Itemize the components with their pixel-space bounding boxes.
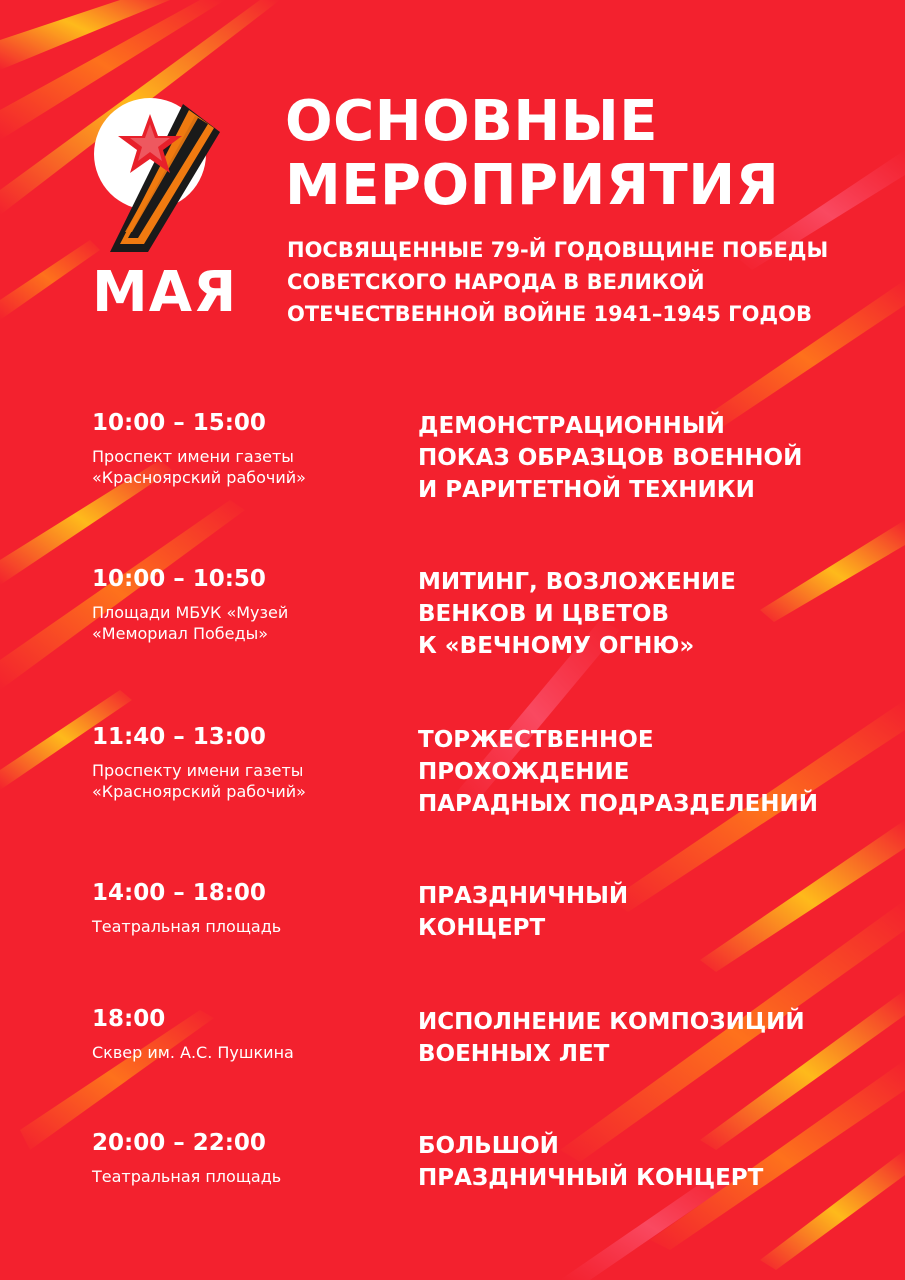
event-place: Театральная площадь bbox=[92, 917, 282, 936]
event-time: 20:00 – 22:00 bbox=[92, 1130, 266, 1156]
event-place: Проспект имени газеты «Красноярский рабочий» bbox=[92, 447, 306, 487]
event-place: Сквер им. А.С. Пушкина bbox=[92, 1043, 294, 1062]
event-name: ИСПОЛНЕНИЕ КОМПОЗИЦИЙ ВОЕННЫХ ЛЕТ bbox=[418, 1009, 805, 1067]
event-time: 14:00 – 18:00 bbox=[92, 880, 266, 906]
event-time: 11:40 – 13:00 bbox=[92, 724, 266, 750]
subtitle-line: ОТЕЧЕСТВЕННОЙ ВОЙНЕ 1941–1945 ГОДОВ bbox=[287, 302, 812, 326]
event-name: ДЕМОНСТРАЦИОННЫЙ ПОКАЗ ОБРАЗЦОВ ВОЕННОЙ И РАРИТЕТНОЙ ТЕХНИКИ bbox=[418, 413, 803, 503]
event-name: БОЛЬШОЙ ПРАЗДНИЧНЫЙ КОНЦЕРТ bbox=[418, 1133, 764, 1191]
event-time: 10:00 – 15:00 bbox=[92, 410, 266, 436]
event-name: ТОРЖЕСТВЕННОЕ ПРОХОЖДЕНИЕ ПАРАДНЫХ ПОДРАЗДЕЛЕНИЙ bbox=[418, 727, 819, 817]
title-line: МЕРОПРИЯТИЯ bbox=[285, 153, 780, 218]
subtitle-line: ПОСВЯЩЕННЫЕ 79-Й ГОДОВЩИНЕ ПОБЕДЫ bbox=[287, 238, 829, 262]
page-title bbox=[285, 90, 885, 218]
event-time: 10:00 – 10:50 bbox=[92, 566, 266, 592]
event-name: МИТИНГ, ВОЗЛОЖЕНИЕ ВЕНКОВ И ЦВЕТОВ К «ВЕЧНОМУ ОГНЮ» bbox=[418, 569, 736, 659]
subtitle-line: СОВЕТСКОГО НАРОДА В ВЕЛИКОЙ bbox=[287, 270, 705, 294]
page-subtitle bbox=[287, 234, 847, 330]
event-place: Театральная площадь bbox=[92, 1167, 282, 1186]
event-time: 18:00 bbox=[92, 1006, 166, 1032]
logo-month-text: МАЯ bbox=[92, 260, 238, 325]
title-line: ОСНОВНЫЕ bbox=[285, 89, 659, 154]
event-place: Площади МБУК «Музей «Мемориал Победы» bbox=[92, 603, 289, 643]
event-place: Проспекту имени газеты «Красноярский рабочий» bbox=[92, 761, 306, 801]
event-name: ПРАЗДНИЧНЫЙ КОНЦЕРТ bbox=[418, 883, 629, 941]
nine-ribbon-icon bbox=[88, 92, 238, 262]
